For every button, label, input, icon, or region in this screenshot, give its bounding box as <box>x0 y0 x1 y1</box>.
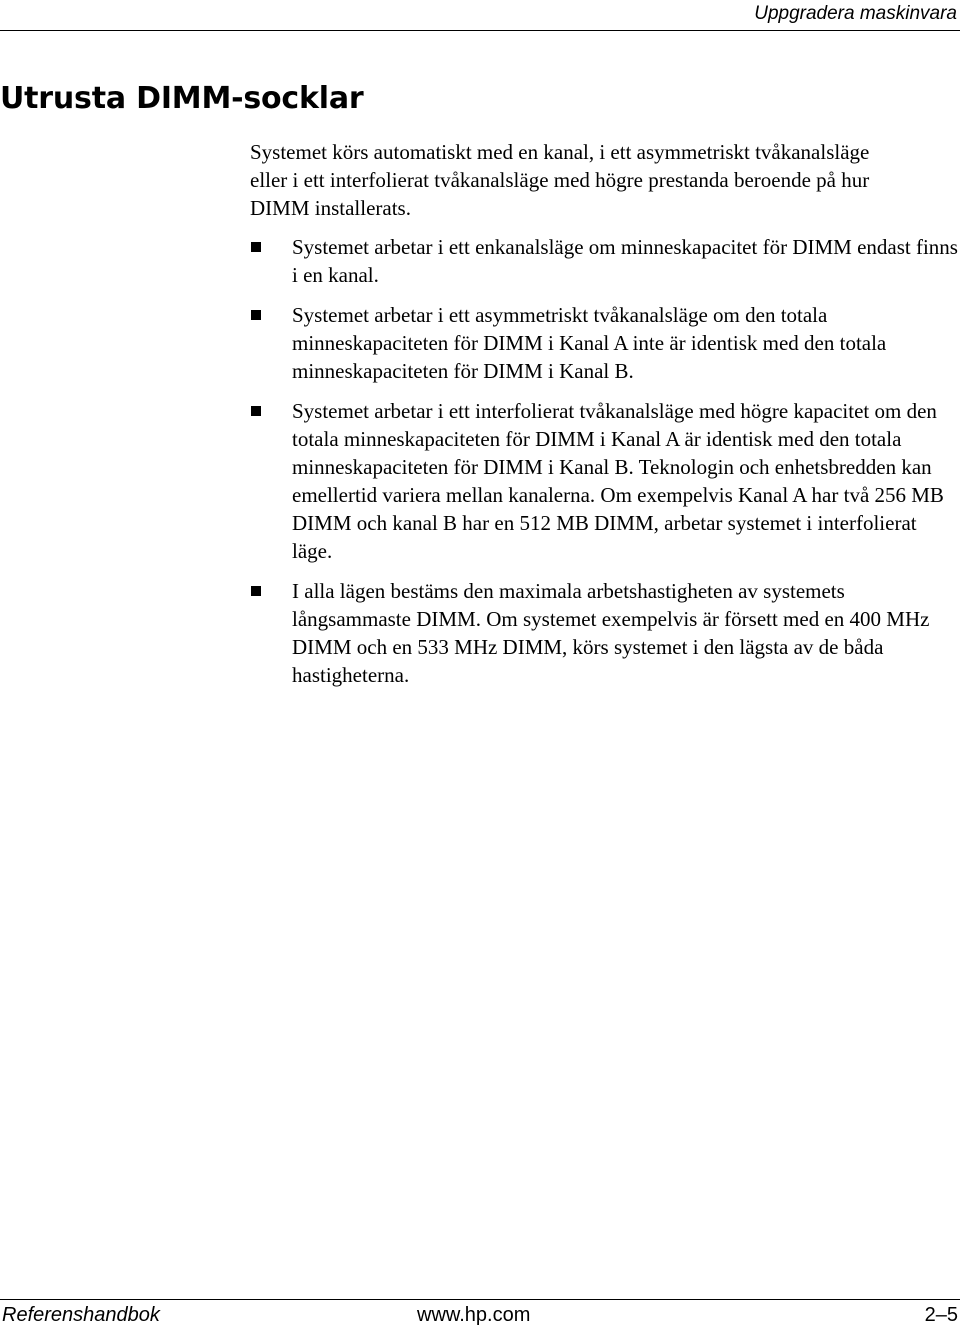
body-content <box>250 138 958 701</box>
bullet-text: Systemet arbetar i ett asymmetriskt tvåkanalsläge om den totala minneskapaciteten för DIMM i Kanal A inte är identisk med den totala minneskapaciteten för DIMM i Kanal B. <box>292 303 887 383</box>
page-footer <box>0 1302 960 1328</box>
square-bullet-icon <box>251 406 261 416</box>
square-bullet-icon <box>251 586 261 596</box>
bullet-item <box>250 301 958 385</box>
footer-rule <box>0 1299 960 1300</box>
header-rule <box>0 30 960 31</box>
bullet-list <box>250 233 958 689</box>
bullet-text: Systemet arbetar i ett interfolierat tvåkanalsläge med högre kapacitet om den totala minneskapaciteten för DIMM i Kanal A är identisk med den totala minneskapaciteten för DIMM i Kanal B. Teknologin och enhetsbredden kan emellertid variera mellan kanalerna. Om exempelvis Kanal A har två 256 MB DIMM och kanal B har en 512 MB DIMM, arbetar systemet i interfolierat läge. <box>292 399 944 563</box>
bullet-item <box>250 577 958 689</box>
bullet-item <box>250 397 958 565</box>
square-bullet-icon <box>251 310 261 320</box>
page-title: Utrusta DIMM-socklar <box>0 81 364 116</box>
footer-page-number: 2–5 <box>924 1304 958 1326</box>
bullet-text: Systemet arbetar i ett enkanalsläge om minneskapacitet för DIMM endast finns i en kanal. <box>292 235 958 287</box>
square-bullet-icon <box>251 242 261 252</box>
footer-doc-name: Referenshandbok <box>2 1304 160 1326</box>
running-header-section: Uppgradera maskinvara <box>754 3 957 24</box>
bullet-text: I alla lägen bestäms den maximala arbetshastigheten av systemets långsammaste DIMM. Om systemet exempelvis är försett med en 400 MHz DIMM och en 533 MHz DIMM, körs systemet i den lägsta av de båda hastigheterna. <box>292 579 930 687</box>
bullet-item <box>250 233 958 289</box>
intro-paragraph: Systemet körs automatiskt med en kanal, i ett asymmetriskt tvåkanalsläge eller i ett interfolierat tvåkanalsläge med högre prestanda beroende på hur DIMM installerats. <box>250 140 870 220</box>
footer-website: www.hp.com <box>417 1304 531 1326</box>
